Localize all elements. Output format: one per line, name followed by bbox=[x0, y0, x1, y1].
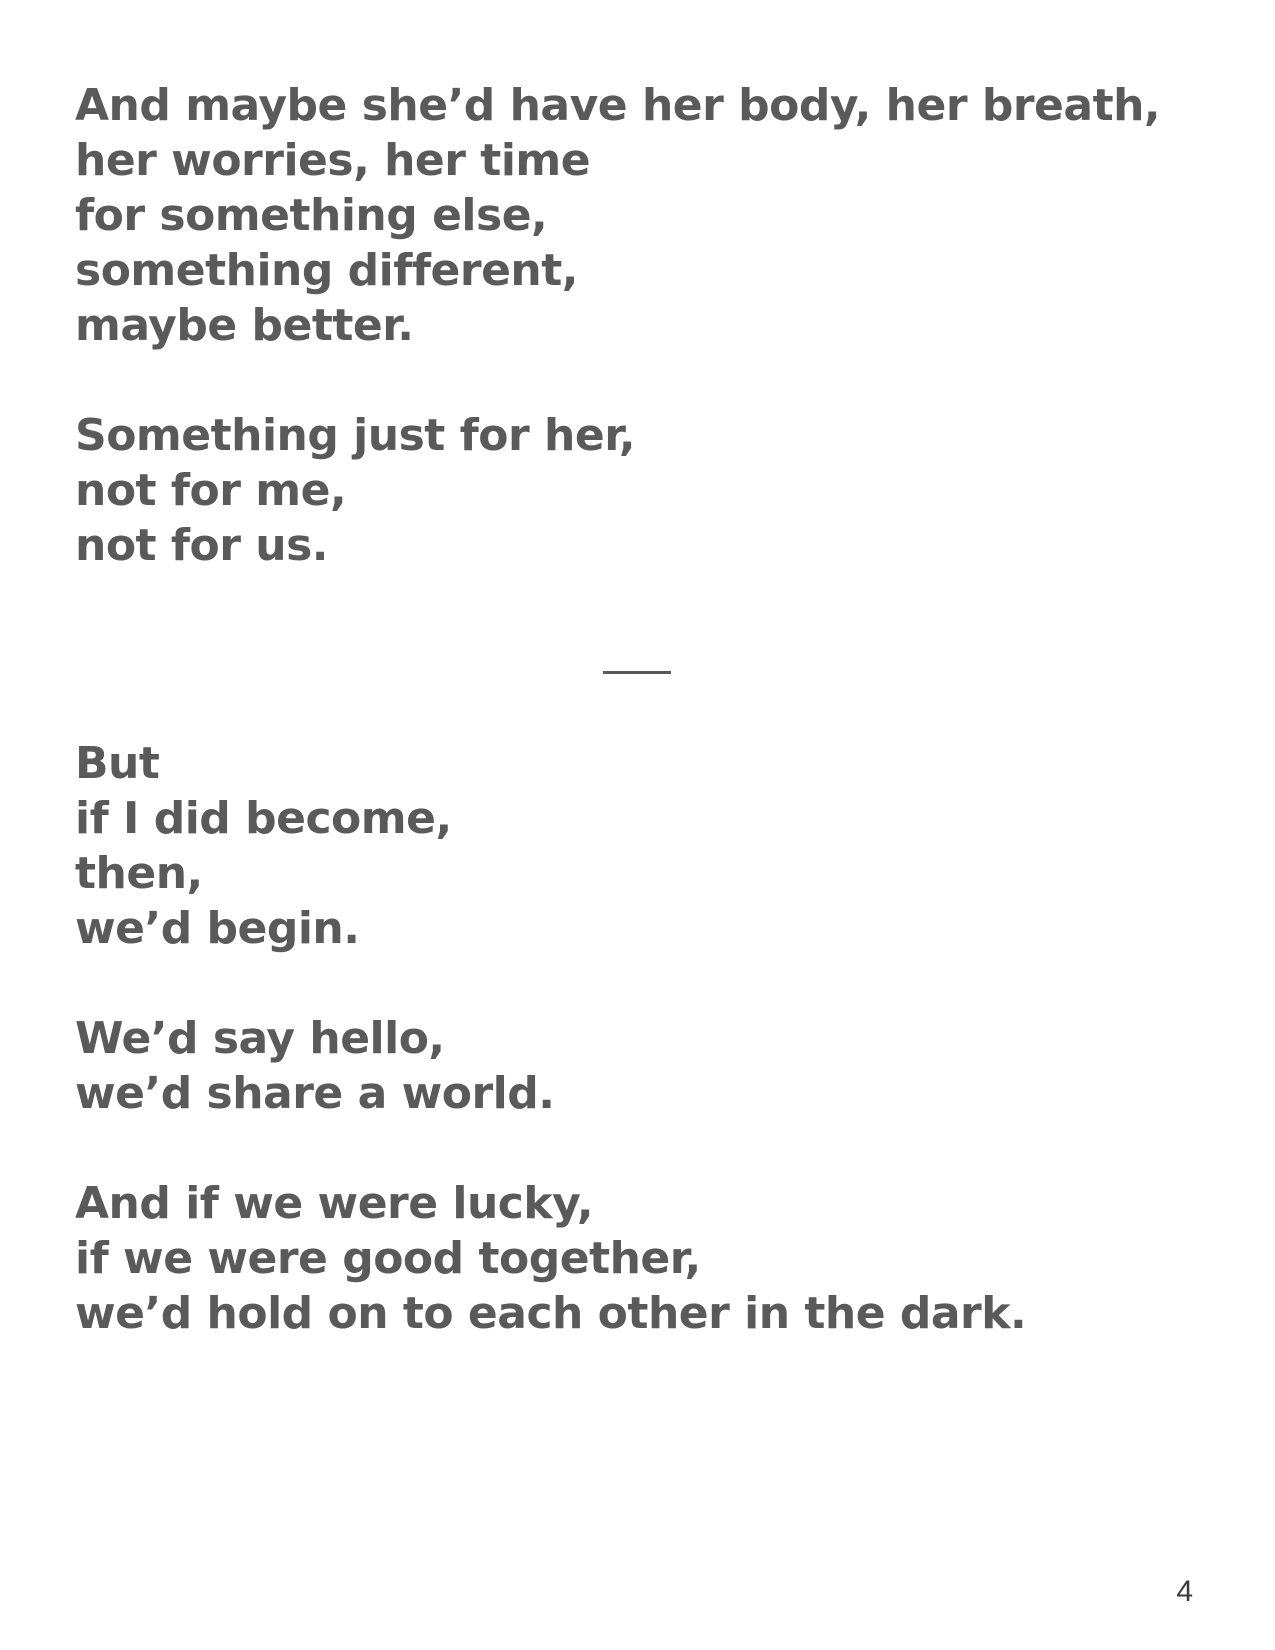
poem-line: not for us. bbox=[75, 520, 329, 571]
poem-line: we’d share a world. bbox=[75, 1068, 555, 1119]
poem-line: if I did become, bbox=[75, 793, 452, 844]
poem-line: her worries, her time bbox=[75, 135, 591, 186]
poem-line: we’d begin. bbox=[75, 903, 360, 954]
stanza-4 bbox=[75, 1011, 554, 1121]
poem-line: maybe better. bbox=[75, 300, 414, 351]
poem-line: not for me, bbox=[75, 465, 347, 516]
stanza-5 bbox=[75, 1176, 1026, 1341]
poem-line: something different, bbox=[75, 245, 579, 296]
poem-line: for something else, bbox=[75, 190, 548, 241]
stanza-2 bbox=[75, 408, 635, 573]
section-divider bbox=[603, 671, 671, 674]
stanza-1 bbox=[75, 78, 1160, 353]
poem-line: Something just for her, bbox=[75, 410, 636, 461]
poem-line: And maybe she’d have her body, her breath, bbox=[75, 80, 1161, 131]
poem-line: But bbox=[75, 738, 160, 789]
poem-line: if we were good together, bbox=[75, 1233, 701, 1284]
poem-line: we’d hold on to each other in the dark. bbox=[75, 1288, 1027, 1339]
poem-line: then, bbox=[75, 848, 203, 899]
page-number: 4 bbox=[1176, 1575, 1193, 1608]
poem-line: We’d say hello, bbox=[75, 1013, 445, 1064]
stanza-3 bbox=[75, 736, 452, 956]
poem-line: And if we were lucky, bbox=[75, 1178, 594, 1229]
